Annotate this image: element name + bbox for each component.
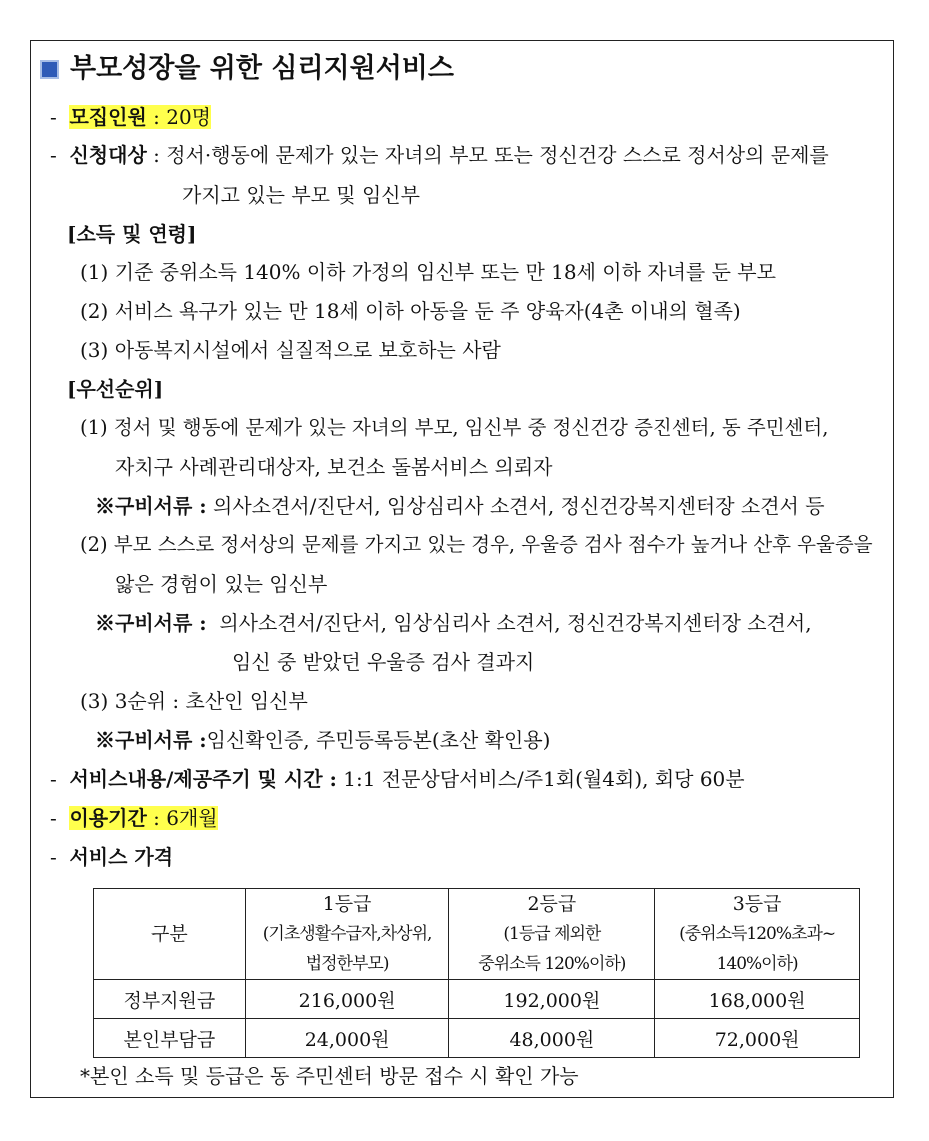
price-label: 서비스 가격 xyxy=(69,845,174,869)
recruit-label: 모집인원 xyxy=(69,105,147,129)
table-row xyxy=(94,980,860,1019)
target-label: 신청대상 xyxy=(69,143,147,167)
priority-2-docs: ※구비서류 : 의사소견서/진단서, 임상심리사 소견서, 정신건강복지센터장 소견서, xyxy=(95,611,812,635)
target-text-1: 정서·행동에 문제가 있는 자녀의 부모 또는 정신건강 스스로 정서상의 문제를 xyxy=(166,143,829,167)
income-item-3: (3) 아동복지시설에서 실질적으로 보호하는 사람 xyxy=(80,338,501,362)
table-header-row xyxy=(94,889,860,980)
cell-value: 216,000원 xyxy=(245,980,449,1019)
price-table xyxy=(93,888,860,1058)
table-row xyxy=(94,1019,860,1058)
period-label: 이용기간 xyxy=(69,806,147,830)
priority-1-line-1: (1) 정서 및 행동에 문제가 있는 자녀의 부모, 임신부 중 정신건강 증진센터, 동 주민센터, xyxy=(80,416,829,439)
target-line-1: - 신청대상 : 정서·행동에 문제가 있는 자녀의 부모 또는 정신건강 스스로 정서상의 문제를 xyxy=(50,143,829,167)
priority-3-docs: ※구비서류 :임신확인증, 주민등록등본(초산 확인용) xyxy=(95,728,551,752)
header-grade-3: 3등급 (중위소득120%초과~ 140%이하) xyxy=(655,889,860,980)
recruit-highlight: 모집인원 : 20명 xyxy=(69,105,212,129)
cell-value: 192,000원 xyxy=(449,980,655,1019)
cell-value: 48,000원 xyxy=(449,1019,655,1058)
priority-1-docs: ※구비서류 : 의사소견서/진단서, 임상심리사 소견서, 정신건강복지센터장 소견서 등 xyxy=(95,494,825,518)
period-line: - 이용기간 : 6개월 xyxy=(50,806,218,830)
page-title: 부모성장을 위한 심리지원서비스 xyxy=(70,53,454,84)
priority-2-docs-line-2: 임신 중 받았던 우울증 검사 결과지 xyxy=(232,650,535,674)
priority-2-line-1: (2) 부모 스스로 정서상의 문제를 가지고 있는 경우, 우울증 검사 점수가 높거나 산후 우울증을 xyxy=(80,533,873,556)
priority-3-docs-label: ※구비서류 : xyxy=(95,728,207,752)
service-label: 서비스내용/제공주기 및 시간 : xyxy=(69,767,337,791)
service-line: - 서비스내용/제공주기 및 시간 : 1:1 전문상담서비스/주1회(월4회), 회당 60분 xyxy=(50,767,745,791)
cell-value: 72,000원 xyxy=(655,1019,860,1058)
service-value: 1:1 전문상담서비스/주1회(월4회), 회당 60분 xyxy=(343,767,745,791)
recruit-line: - 모집인원 : 20명 xyxy=(50,105,212,129)
header-grade-2: 2등급 (1등급 제외한 중위소득 120%이하) xyxy=(449,889,655,980)
price-line: - 서비스 가격 xyxy=(50,845,174,869)
priority-heading: [우선순위] xyxy=(67,377,164,401)
priority-2-docs-label: ※구비서류 : xyxy=(95,611,207,635)
priority-1-line-2: 자치구 사례관리대상자, 보건소 돌봄서비스 의뢰자 xyxy=(115,455,553,479)
priority-2-line-2: 앓은 경험이 있는 임신부 xyxy=(115,572,328,596)
priority-3-line-1: (3) 3순위 : 초산인 임신부 xyxy=(80,689,308,713)
square-bullet-icon xyxy=(40,60,59,79)
cell-value: 168,000원 xyxy=(655,980,860,1019)
income-heading: [소득 및 연령] xyxy=(67,222,197,246)
header-category: 구분 xyxy=(94,889,246,980)
income-item-1: (1) 기준 중위소득 140% 이하 가정의 임신부 또는 만 18세 이하 자녀를 둔 부모 xyxy=(80,260,776,284)
row-label: 정부지원금 xyxy=(94,980,246,1019)
price-note: *본인 소득 및 등급은 동 주민센터 방문 접수 시 확인 가능 xyxy=(80,1064,579,1088)
priority-1-docs-label: ※구비서류 : xyxy=(95,494,207,518)
target-line-2: 가지고 있는 부모 및 임신부 xyxy=(182,183,420,207)
income-item-2: (2) 서비스 욕구가 있는 만 18세 이하 아동을 둔 주 양육자(4촌 이내의 혈족) xyxy=(80,299,741,323)
period-value: 6개월 xyxy=(166,806,218,830)
row-label: 본인부담금 xyxy=(94,1019,246,1058)
recruit-value: 20명 xyxy=(166,105,212,129)
header-grade-1: 1등급 (기초생활수급자,차상위, 법정한부모) xyxy=(245,889,449,980)
period-highlight: 이용기간 : 6개월 xyxy=(69,806,218,830)
cell-value: 24,000원 xyxy=(245,1019,449,1058)
